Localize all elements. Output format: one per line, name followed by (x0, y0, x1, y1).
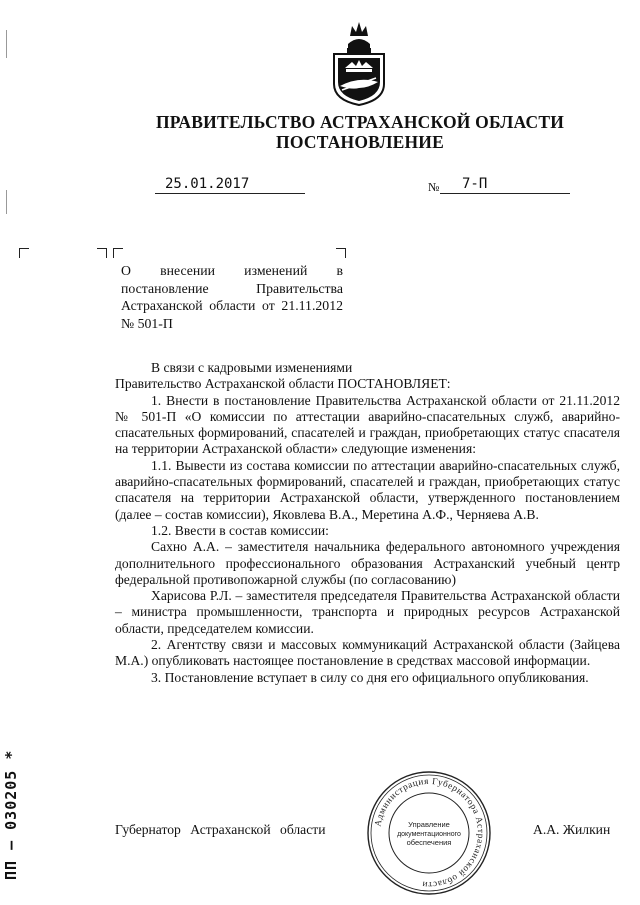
body-paragraph: Правительство Астраханской области ПОСТАНОВЛЯЕТ: (115, 376, 451, 392)
body-paragraph: Сахно А.А. – заместителя начальника федерального автономного учреждения дополнительного профессионального образования Астраханский учебный центр федеральной противопожарной службы (по согласованию) (115, 539, 620, 587)
document-body (115, 360, 620, 686)
margin-mark (6, 30, 7, 58)
corner-mark (336, 248, 346, 258)
org-title: ПРАВИТЕЛЬСТВО АСТРАХАНСКОЙ ОБЛАСТИ (155, 112, 565, 132)
official-stamp (366, 770, 492, 896)
document-number: 7-П (462, 176, 488, 192)
body-paragraph: 1. Внести в постановление Правительства Астраханской области от 21.11.2012 № 501-П «О комиссии по аттестации аварийно-спасательных служб, аварийно-спасательных формирований, спасателей и граждан, приобретающих статус спасателя на территории Астраханской области» следующие изменения: (115, 392, 620, 457)
coat-of-arms-emblem (330, 18, 388, 106)
corner-mark (19, 248, 29, 258)
signatory-title: Губернатор Астраханской области (115, 822, 326, 837)
document-subject: О внесении изменений в постановление Правительства Астраханской области от 21.11.2012 № 501-П (121, 263, 343, 331)
body-paragraph: 3. Постановление вступает в силу со дня его официального опубликования. (151, 669, 589, 685)
body-paragraph: Харисова Р.Л. – заместителя председателя Правительства Астраханской области – министра промышленности, транспорта и природных ресурсов Астраханской области, председателем комиссии. (115, 588, 620, 636)
corner-mark (113, 248, 123, 258)
registration-code: ПП – 030205 * (2, 749, 20, 880)
number-underline (440, 193, 570, 194)
body-paragraph: 2. Агентству связи и массовых коммуникаций Астраханской области (Зайцева М.А.) опубликовать настоящее постановление в средствах массовой информации. (115, 637, 620, 669)
body-paragraph: В связи с кадровыми изменениями (151, 360, 353, 375)
document-date: 25.01.2017 (165, 176, 250, 192)
stamp-center-text: документационного (397, 831, 461, 838)
stamp-center-text: обеспечения (406, 838, 452, 847)
document-type: ПОСТАНОВЛЕНИЕ (276, 132, 444, 152)
margin-mark (6, 190, 7, 214)
corner-mark (97, 248, 107, 258)
body-paragraph: 1.1. Вывести из состава комиссии по аттестации аварийно-спасательных служб, аварийно-спасательных формирований, спасателей и граждан, приобретающих статус спасателя на территории Астраханской области, утвержденного постановлением (далее – состав комиссии), Яковлева В.А., Меретина А.Ф., Черняева А.В. (115, 457, 620, 522)
number-sign: № (428, 180, 440, 194)
stamp-center-text: Управление (408, 820, 450, 829)
stamp-ring-text: Администрация Губернатора Астраханской области (372, 775, 487, 891)
body-paragraph: 1.2. Ввести в состав комиссии: (151, 522, 329, 538)
date-underline (155, 193, 305, 194)
signatory-name: А.А. Жилкин (533, 822, 611, 837)
